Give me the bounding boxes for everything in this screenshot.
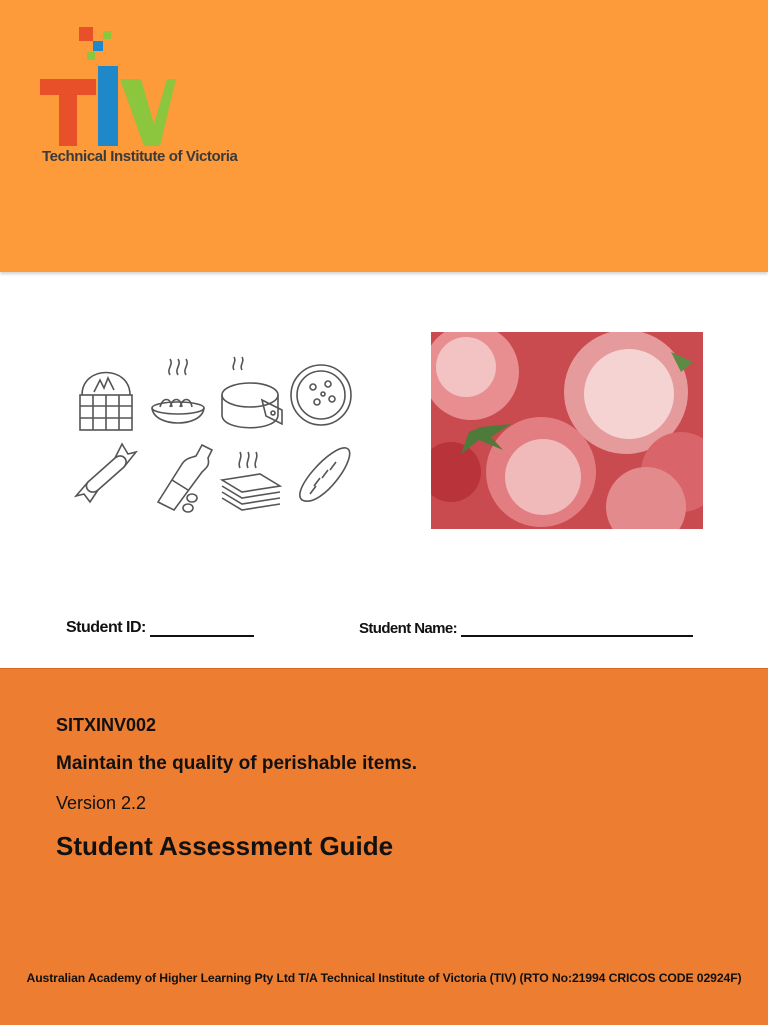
student-id-blank[interactable] <box>150 621 254 637</box>
student-name-field <box>359 620 693 637</box>
lasagna-icon <box>222 452 280 510</box>
basket-icon <box>80 373 132 431</box>
student-id-field <box>66 619 254 637</box>
candy-icon <box>76 444 136 502</box>
frozen-strawberries-photo <box>431 332 703 529</box>
document-title: Student Assessment Guide <box>56 831 394 861</box>
bread-icon <box>300 448 350 501</box>
food-icons-illustration <box>70 350 360 525</box>
student-id-label: Student ID: <box>66 619 146 636</box>
header-band <box>0 0 768 272</box>
logo-tagline: Technical Institute of Victoria <box>42 148 238 165</box>
unit-code: SITXINV002 <box>56 715 157 735</box>
noodle-bowl-icon <box>152 359 204 423</box>
bottle-icon <box>158 445 212 512</box>
cheese-icon <box>222 357 282 428</box>
student-name-label: Student Name: <box>359 620 458 637</box>
version-label: Version 2.2 <box>56 793 147 813</box>
footer-text: Australian Academy of Higher Learning Pty Ltd T/A Technical Institute of Victoria (TIV) (RTO No:21994 CRICOS CODE 02924F) <box>26 971 742 985</box>
pizza-icon <box>291 365 351 425</box>
unit-title: Maintain the quality of perishable items. <box>56 753 418 774</box>
student-name-blank[interactable] <box>461 621 693 637</box>
